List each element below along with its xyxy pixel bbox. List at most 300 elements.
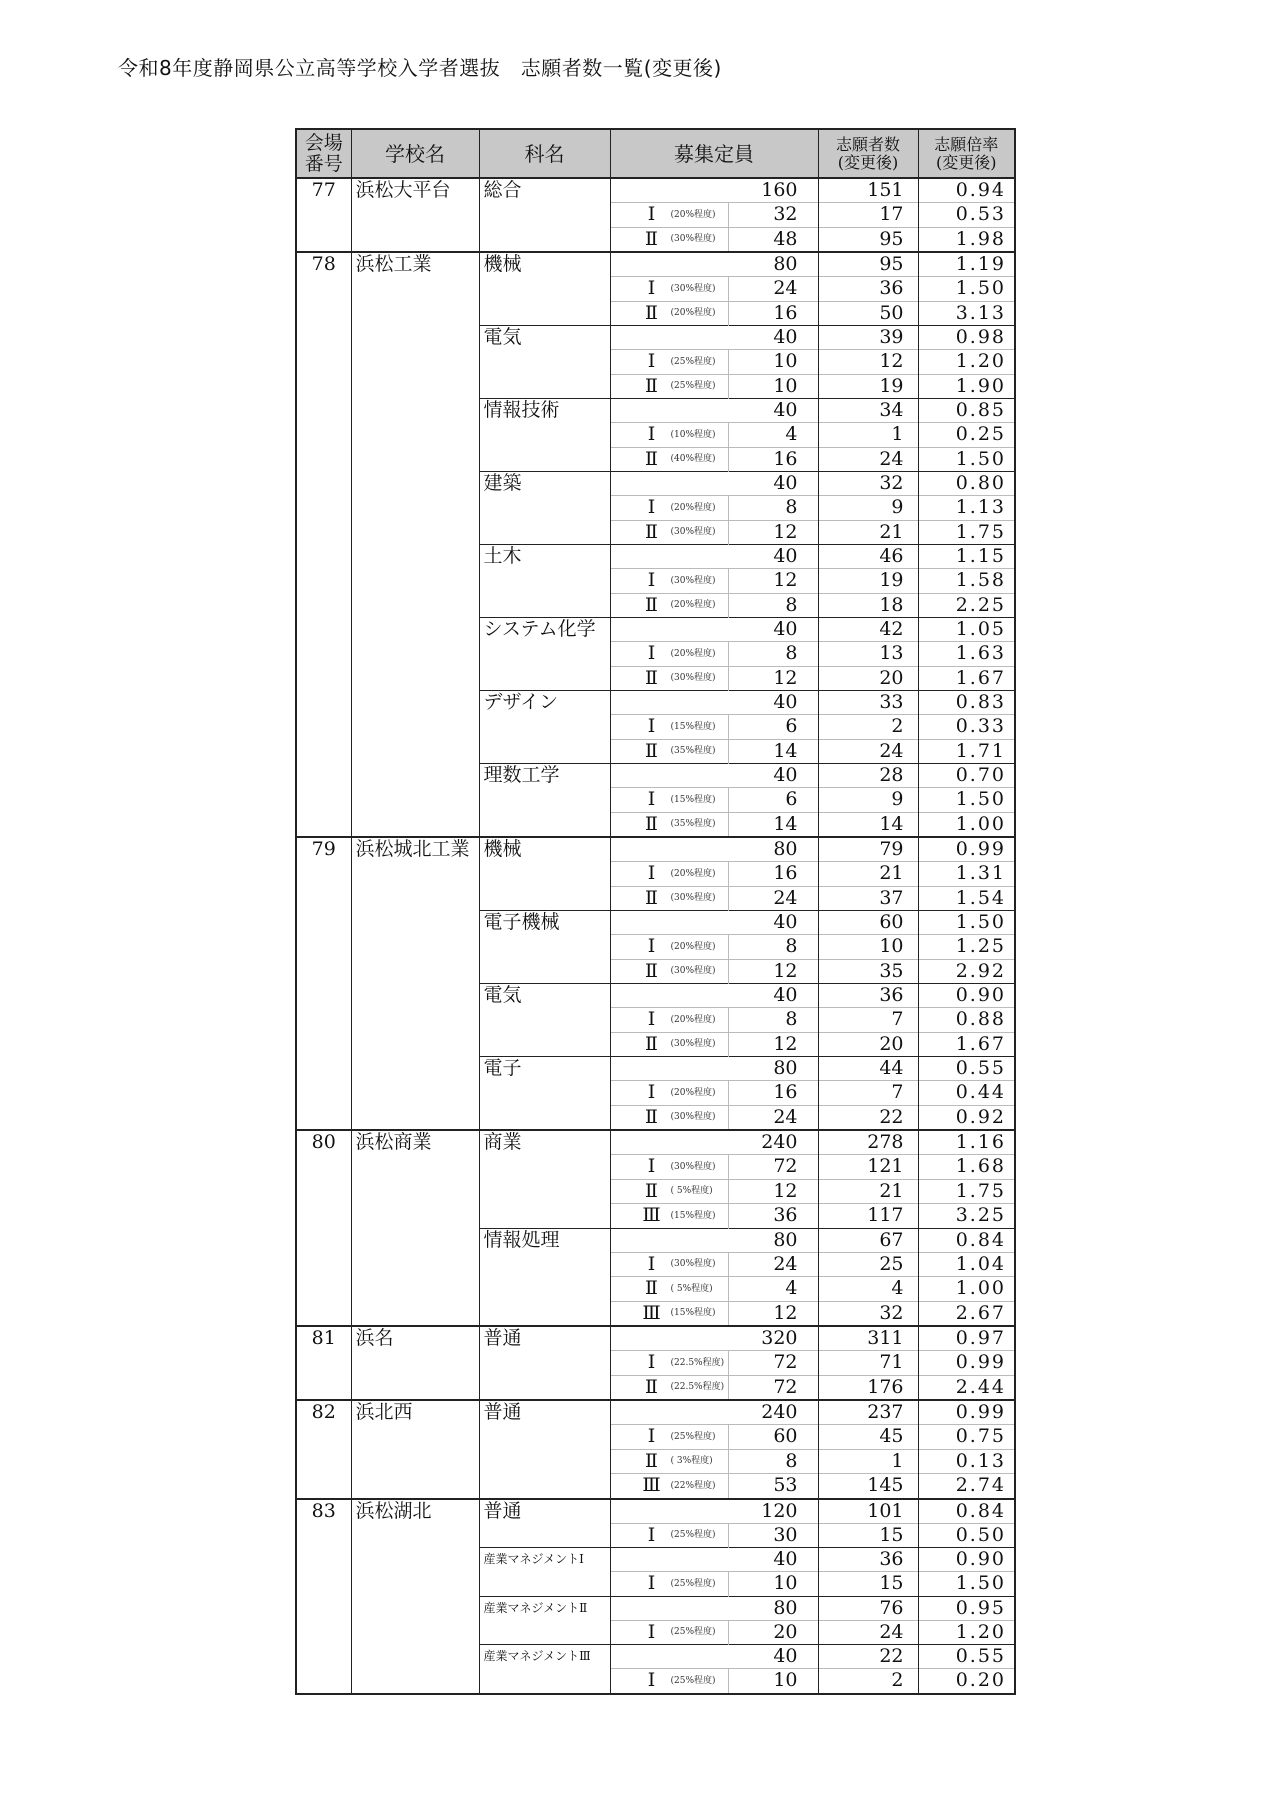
course-name: 理数工学 bbox=[479, 764, 610, 838]
ratio-total: 0.85 bbox=[918, 399, 1015, 423]
course-name: 情報技術 bbox=[479, 399, 610, 472]
course-name: 総合 bbox=[479, 178, 610, 252]
selection-percent: (22%程度) bbox=[670, 1480, 716, 1491]
venue-no: 81 bbox=[296, 1326, 351, 1400]
ratio-total: 1.16 bbox=[918, 1130, 1015, 1155]
capacity-label-empty bbox=[610, 764, 728, 788]
selection-percent: (25%程度) bbox=[670, 356, 716, 367]
capacity-sub: 16 bbox=[728, 447, 818, 472]
selection-percent: (20%程度) bbox=[670, 1014, 716, 1025]
applicants-sub: 2 bbox=[818, 1669, 918, 1694]
capacity-label-empty bbox=[610, 911, 728, 935]
applicants-sub: 21 bbox=[818, 862, 918, 887]
header-venue-no: 会場 番号 bbox=[296, 129, 351, 178]
ratio-sub: 0.33 bbox=[918, 715, 1015, 740]
selection-label bbox=[610, 203, 728, 228]
applicants-sub: 117 bbox=[818, 1204, 918, 1229]
selection-label bbox=[610, 1032, 728, 1057]
selection-percent: (25%程度) bbox=[670, 1675, 716, 1686]
applicants-sub: 18 bbox=[818, 593, 918, 618]
ratio-sub: 0.92 bbox=[918, 1105, 1015, 1130]
selection-percent: (30%程度) bbox=[670, 893, 716, 903]
selection-type: Ⅱ bbox=[645, 374, 658, 397]
applicants-sub: 4 bbox=[818, 1277, 918, 1302]
selection-label bbox=[610, 715, 728, 740]
selection-type: Ⅰ bbox=[647, 1572, 656, 1594]
course-name: 普通 bbox=[479, 1499, 610, 1548]
selection-label bbox=[610, 642, 728, 667]
selection-label bbox=[610, 447, 728, 472]
capacity-sub: 32 bbox=[728, 203, 818, 228]
selection-type: Ⅱ bbox=[645, 812, 658, 835]
selection-type: Ⅰ bbox=[647, 203, 656, 225]
selection-percent: (25%程度) bbox=[670, 381, 716, 391]
applicants-total: 311 bbox=[818, 1326, 918, 1351]
applicants-sub: 9 bbox=[818, 496, 918, 521]
capacity-label-empty bbox=[610, 545, 728, 569]
course-name: 電気 bbox=[479, 326, 610, 399]
applicants-sub: 35 bbox=[818, 959, 918, 984]
selection-type: Ⅱ bbox=[645, 593, 658, 616]
applicants-total: 33 bbox=[818, 691, 918, 715]
selection-label bbox=[610, 935, 728, 960]
venue-no: 80 bbox=[296, 1130, 351, 1326]
applicants-sub: 24 bbox=[818, 1620, 918, 1645]
selection-type: Ⅱ bbox=[645, 959, 658, 982]
selection-type: Ⅰ bbox=[647, 569, 656, 591]
ratio-sub: 1.50 bbox=[918, 788, 1015, 813]
capacity-total: 80 bbox=[728, 1596, 818, 1620]
ratio-sub: 1.68 bbox=[918, 1155, 1015, 1180]
capacity-sub: 48 bbox=[728, 227, 818, 252]
capacity-sub: 8 bbox=[728, 496, 818, 521]
ratio-sub: 1.71 bbox=[918, 739, 1015, 764]
selection-percent: (20%程度) bbox=[670, 502, 716, 513]
applicants-total: 36 bbox=[818, 984, 918, 1008]
capacity-label-empty bbox=[610, 1499, 728, 1524]
capacity-sub: 14 bbox=[728, 739, 818, 764]
ratio-sub: 1.75 bbox=[918, 1179, 1015, 1204]
capacity-label-empty bbox=[610, 326, 728, 350]
capacity-sub: 6 bbox=[728, 715, 818, 740]
course-total-row bbox=[296, 1499, 1015, 1524]
course-name: 普通 bbox=[479, 1400, 610, 1499]
selection-type: Ⅱ bbox=[645, 1277, 658, 1299]
capacity-total: 80 bbox=[728, 252, 818, 277]
capacity-label-empty bbox=[610, 399, 728, 423]
ratio-total: 0.99 bbox=[918, 1400, 1015, 1425]
applicants-sub: 20 bbox=[818, 666, 918, 691]
capacity-sub: 6 bbox=[728, 788, 818, 813]
selection-percent: (35%程度) bbox=[670, 819, 716, 829]
selection-type: Ⅰ bbox=[647, 1081, 656, 1103]
applicants-sub: 95 bbox=[818, 227, 918, 252]
selection-type: Ⅰ bbox=[647, 1008, 656, 1030]
selection-percent: (30%程度) bbox=[670, 527, 716, 537]
selection-type: Ⅰ bbox=[647, 496, 656, 518]
course-name: 機械 bbox=[479, 837, 610, 911]
header-applicants: 志願者数 (変更後) bbox=[818, 129, 918, 178]
selection-type: Ⅱ bbox=[645, 520, 658, 543]
capacity-sub: 12 bbox=[728, 666, 818, 691]
selection-type: Ⅰ bbox=[647, 1252, 656, 1275]
selection-type: Ⅱ bbox=[645, 1105, 658, 1128]
capacity-total: 40 bbox=[728, 472, 818, 496]
header-ratio: 志願倍率 (変更後) bbox=[918, 129, 1015, 178]
selection-percent: (20%程度) bbox=[670, 1087, 716, 1098]
selection-percent: (20%程度) bbox=[670, 941, 716, 952]
ratio-sub: 1.98 bbox=[918, 227, 1015, 252]
capacity-sub: 53 bbox=[728, 1474, 818, 1499]
course-total-row bbox=[296, 1130, 1015, 1155]
selection-type: Ⅱ bbox=[645, 1375, 658, 1398]
capacity-total: 80 bbox=[728, 1057, 818, 1081]
selection-percent: (30%程度) bbox=[670, 1161, 716, 1172]
ratio-total: 0.83 bbox=[918, 691, 1015, 715]
selection-percent: (25%程度) bbox=[670, 1431, 716, 1442]
selection-percent: (22.5%程度) bbox=[670, 1382, 725, 1392]
applicants-sub: 21 bbox=[818, 1179, 918, 1204]
selection-label bbox=[610, 1474, 728, 1499]
selection-type: Ⅱ bbox=[645, 301, 658, 324]
selection-label bbox=[610, 739, 728, 764]
ratio-total: 0.84 bbox=[918, 1228, 1015, 1252]
ratio-sub: 2.92 bbox=[918, 959, 1015, 984]
selection-label bbox=[610, 886, 728, 911]
ratio-total: 0.98 bbox=[918, 326, 1015, 350]
capacity-sub: 20 bbox=[728, 1620, 818, 1645]
ratio-sub: 1.50 bbox=[918, 277, 1015, 302]
selection-percent: (10%程度) bbox=[670, 429, 716, 440]
table-body bbox=[296, 178, 1015, 1694]
selection-percent: (35%程度) bbox=[670, 746, 716, 756]
capacity-sub: 8 bbox=[728, 1008, 818, 1033]
selection-label bbox=[610, 1523, 728, 1548]
selection-type: Ⅱ bbox=[645, 739, 658, 762]
selection-label bbox=[610, 812, 728, 837]
applicants-total: 36 bbox=[818, 1548, 918, 1572]
applicants-total: 278 bbox=[818, 1130, 918, 1155]
selection-label bbox=[610, 1204, 728, 1229]
ratio-sub: 0.20 bbox=[918, 1669, 1015, 1694]
capacity-label-empty bbox=[610, 1057, 728, 1081]
capacity-total: 40 bbox=[728, 618, 818, 642]
ratio-total: 0.97 bbox=[918, 1326, 1015, 1351]
capacity-total: 40 bbox=[728, 399, 818, 423]
ratio-total: 1.19 bbox=[918, 252, 1015, 277]
ratio-sub: 1.13 bbox=[918, 496, 1015, 521]
ratio-sub: 1.25 bbox=[918, 935, 1015, 960]
selection-label bbox=[610, 1572, 728, 1597]
capacity-sub: 10 bbox=[728, 1669, 818, 1694]
ratio-sub: 2.25 bbox=[918, 593, 1015, 618]
capacity-sub: 12 bbox=[728, 1032, 818, 1057]
ratio-sub: 0.99 bbox=[918, 1351, 1015, 1376]
selection-percent: (20%程度) bbox=[670, 868, 716, 879]
capacity-total: 40 bbox=[728, 326, 818, 350]
school-name: 浜松大平台 bbox=[351, 178, 479, 252]
applicants-sub: 10 bbox=[818, 935, 918, 960]
school-name: 浜松工業 bbox=[351, 252, 479, 837]
capacity-total: 40 bbox=[728, 545, 818, 569]
venue-no: 79 bbox=[296, 837, 351, 1130]
capacity-sub: 24 bbox=[728, 886, 818, 911]
selection-percent: (22.5%程度) bbox=[670, 1357, 725, 1368]
selection-percent: (20%程度) bbox=[670, 209, 716, 220]
capacity-sub: 14 bbox=[728, 812, 818, 837]
capacity-label-empty bbox=[610, 1326, 728, 1351]
ratio-sub: 1.90 bbox=[918, 374, 1015, 399]
applicants-sub: 2 bbox=[818, 715, 918, 740]
course-name: デザイン bbox=[479, 691, 610, 764]
ratio-sub: 2.44 bbox=[918, 1375, 1015, 1400]
selection-label bbox=[610, 1449, 728, 1474]
capacity-total: 240 bbox=[728, 1400, 818, 1425]
capacity-sub: 8 bbox=[728, 1449, 818, 1474]
selection-label bbox=[610, 350, 728, 375]
capacity-total: 160 bbox=[728, 178, 818, 203]
ratio-total: 0.90 bbox=[918, 984, 1015, 1008]
selection-type: Ⅰ bbox=[647, 350, 656, 372]
ratio-total: 0.55 bbox=[918, 1645, 1015, 1669]
ratio-total: 0.90 bbox=[918, 1548, 1015, 1572]
capacity-sub: 4 bbox=[728, 423, 818, 448]
applicants-sub: 176 bbox=[818, 1375, 918, 1400]
selection-label bbox=[610, 1375, 728, 1400]
course-name: 産業マネジメントⅠ bbox=[479, 1548, 610, 1597]
selection-label bbox=[610, 496, 728, 521]
selection-type: Ⅲ bbox=[642, 1474, 661, 1496]
selection-type: Ⅲ bbox=[642, 1204, 661, 1226]
capacity-total: 40 bbox=[728, 984, 818, 1008]
selection-percent: (25%程度) bbox=[670, 1530, 716, 1540]
applicants-sub: 36 bbox=[818, 277, 918, 302]
applicants-total: 101 bbox=[818, 1499, 918, 1524]
ratio-sub: 1.00 bbox=[918, 1277, 1015, 1302]
header-row bbox=[296, 129, 1015, 178]
capacity-total: 40 bbox=[728, 911, 818, 935]
selection-type: Ⅰ bbox=[647, 423, 656, 445]
course-name: 電気 bbox=[479, 984, 610, 1057]
capacity-sub: 24 bbox=[728, 1105, 818, 1130]
course-name: システム化学 bbox=[479, 618, 610, 691]
applicants-sub: 50 bbox=[818, 301, 918, 326]
applicants-sub: 145 bbox=[818, 1474, 918, 1499]
capacity-sub: 36 bbox=[728, 1204, 818, 1229]
capacity-sub: 72 bbox=[728, 1155, 818, 1180]
selection-type: Ⅱ bbox=[645, 1449, 658, 1472]
selection-label bbox=[610, 1351, 728, 1376]
header-school: 学校名 bbox=[351, 129, 479, 178]
capacity-total: 80 bbox=[728, 837, 818, 862]
capacity-sub: 60 bbox=[728, 1425, 818, 1450]
selection-type: Ⅰ bbox=[647, 1351, 656, 1373]
selection-type: Ⅰ bbox=[647, 277, 656, 299]
course-name: 情報処理 bbox=[479, 1228, 610, 1326]
course-name: 機械 bbox=[479, 252, 610, 326]
capacity-sub: 24 bbox=[728, 1252, 818, 1277]
applicants-sub: 19 bbox=[818, 569, 918, 594]
selection-type: Ⅱ bbox=[645, 447, 658, 470]
ratio-sub: 2.74 bbox=[918, 1474, 1015, 1499]
capacity-label-empty bbox=[610, 618, 728, 642]
selection-label bbox=[610, 788, 728, 813]
venue-no: 82 bbox=[296, 1400, 351, 1499]
selection-type: Ⅰ bbox=[647, 642, 656, 664]
selection-percent: (30%程度) bbox=[670, 575, 716, 586]
applicants-total: 95 bbox=[818, 252, 918, 277]
capacity-sub: 8 bbox=[728, 642, 818, 667]
selection-label bbox=[610, 301, 728, 326]
capacity-label-empty bbox=[610, 837, 728, 862]
applicants-sub: 25 bbox=[818, 1252, 918, 1277]
school-name: 浜松商業 bbox=[351, 1130, 479, 1326]
applicants-total: 28 bbox=[818, 764, 918, 788]
selection-type: Ⅰ bbox=[647, 935, 656, 957]
applicants-total: 22 bbox=[818, 1645, 918, 1669]
ratio-sub: 1.75 bbox=[918, 520, 1015, 545]
course-total-row bbox=[296, 1326, 1015, 1351]
applicants-total: 34 bbox=[818, 399, 918, 423]
applicants-total: 32 bbox=[818, 472, 918, 496]
header-course: 科名 bbox=[479, 129, 610, 178]
applicants-sub: 45 bbox=[818, 1425, 918, 1450]
capacity-total: 80 bbox=[728, 1228, 818, 1252]
ratio-sub: 1.00 bbox=[918, 812, 1015, 837]
applicants-sub: 15 bbox=[818, 1523, 918, 1548]
capacity-sub: 10 bbox=[728, 374, 818, 399]
selection-label bbox=[610, 1620, 728, 1645]
capacity-total: 120 bbox=[728, 1499, 818, 1524]
selection-label bbox=[610, 374, 728, 399]
selection-percent: (30%程度) bbox=[670, 1112, 716, 1122]
applicants-total: 76 bbox=[818, 1596, 918, 1620]
capacity-sub: 12 bbox=[728, 1301, 818, 1326]
capacity-sub: 16 bbox=[728, 1081, 818, 1106]
applicants-sub: 13 bbox=[818, 642, 918, 667]
capacity-label-empty bbox=[610, 1548, 728, 1572]
ratio-sub: 1.63 bbox=[918, 642, 1015, 667]
selection-type: Ⅱ bbox=[645, 1179, 658, 1202]
capacity-total: 40 bbox=[728, 1645, 818, 1669]
school-name: 浜北西 bbox=[351, 1400, 479, 1499]
ratio-total: 0.70 bbox=[918, 764, 1015, 788]
selection-label bbox=[610, 1105, 728, 1130]
capacity-total: 320 bbox=[728, 1326, 818, 1351]
applicants-sub: 21 bbox=[818, 520, 918, 545]
ratio-total: 1.50 bbox=[918, 911, 1015, 935]
applicants-total: 60 bbox=[818, 911, 918, 935]
capacity-label-empty bbox=[610, 472, 728, 496]
selection-percent: (25%程度) bbox=[670, 1627, 716, 1637]
selection-percent: ( 3%程度) bbox=[670, 1456, 713, 1466]
ratio-total: 1.15 bbox=[918, 545, 1015, 569]
selection-percent: (25%程度) bbox=[670, 1578, 716, 1589]
selection-percent: (15%程度) bbox=[670, 1308, 716, 1318]
ratio-total: 0.99 bbox=[918, 837, 1015, 862]
applicants-sub: 17 bbox=[818, 203, 918, 228]
course-name: 商業 bbox=[479, 1130, 610, 1228]
applicants-sub: 1 bbox=[818, 1449, 918, 1474]
school-name: 浜松城北工業 bbox=[351, 837, 479, 1130]
selection-type: Ⅱ bbox=[645, 227, 658, 250]
capacity-label-empty bbox=[610, 1645, 728, 1669]
applicants-sub: 71 bbox=[818, 1351, 918, 1376]
course-total-row bbox=[296, 837, 1015, 862]
ratio-sub: 1.20 bbox=[918, 1620, 1015, 1645]
school-name: 浜松湖北 bbox=[351, 1499, 479, 1694]
ratio-sub: 3.25 bbox=[918, 1204, 1015, 1229]
applicants-sub: 7 bbox=[818, 1081, 918, 1106]
selection-label bbox=[610, 1179, 728, 1204]
selection-label bbox=[610, 277, 728, 302]
ratio-total: 0.80 bbox=[918, 472, 1015, 496]
ratio-sub: 1.04 bbox=[918, 1252, 1015, 1277]
capacity-sub: 10 bbox=[728, 350, 818, 375]
capacity-sub: 12 bbox=[728, 569, 818, 594]
ratio-sub: 0.75 bbox=[918, 1425, 1015, 1450]
applicants-total: 39 bbox=[818, 326, 918, 350]
capacity-label-empty bbox=[610, 1228, 728, 1252]
capacity-sub: 72 bbox=[728, 1351, 818, 1376]
capacity-sub: 16 bbox=[728, 862, 818, 887]
selection-percent: (30%程度) bbox=[670, 966, 716, 976]
capacity-sub: 12 bbox=[728, 959, 818, 984]
selection-type: Ⅰ bbox=[647, 1523, 656, 1546]
ratio-sub: 0.13 bbox=[918, 1449, 1015, 1474]
ratio-total: 0.55 bbox=[918, 1057, 1015, 1081]
applicants-total: 237 bbox=[818, 1400, 918, 1425]
selection-label bbox=[610, 666, 728, 691]
selection-label bbox=[610, 423, 728, 448]
selection-percent: (15%程度) bbox=[670, 1210, 716, 1221]
selection-label bbox=[610, 1277, 728, 1302]
capacity-sub: 30 bbox=[728, 1523, 818, 1548]
selection-type: Ⅱ bbox=[645, 666, 658, 689]
ratio-sub: 1.20 bbox=[918, 350, 1015, 375]
capacity-total: 240 bbox=[728, 1130, 818, 1155]
capacity-total: 40 bbox=[728, 1548, 818, 1572]
capacity-sub: 4 bbox=[728, 1277, 818, 1302]
school-name: 浜名 bbox=[351, 1326, 479, 1400]
course-name: 電子機械 bbox=[479, 911, 610, 984]
ratio-sub: 0.88 bbox=[918, 1008, 1015, 1033]
selection-type: Ⅰ bbox=[647, 1669, 656, 1691]
applicants-sub: 12 bbox=[818, 350, 918, 375]
applicants-sub: 121 bbox=[818, 1155, 918, 1180]
course-name: 土木 bbox=[479, 545, 610, 618]
course-total-row bbox=[296, 252, 1015, 277]
applicants-sub: 14 bbox=[818, 812, 918, 837]
applicants-sub: 19 bbox=[818, 374, 918, 399]
course-total-row bbox=[296, 1400, 1015, 1425]
capacity-label-empty bbox=[610, 1130, 728, 1155]
capacity-sub: 10 bbox=[728, 1572, 818, 1597]
selection-type: Ⅰ bbox=[647, 862, 656, 884]
selection-type: Ⅰ bbox=[647, 1620, 656, 1643]
applicants-sub: 37 bbox=[818, 886, 918, 911]
selection-percent: (40%程度) bbox=[670, 454, 716, 464]
selection-label bbox=[610, 520, 728, 545]
course-name: 産業マネジメントⅡ bbox=[479, 1596, 610, 1645]
applicants-sub: 24 bbox=[818, 739, 918, 764]
ratio-sub: 0.53 bbox=[918, 203, 1015, 228]
venue-no: 78 bbox=[296, 252, 351, 837]
selection-type: Ⅰ bbox=[647, 1425, 656, 1447]
selection-label bbox=[610, 1081, 728, 1106]
capacity-label-empty bbox=[610, 1596, 728, 1620]
ratio-sub: 1.50 bbox=[918, 447, 1015, 472]
